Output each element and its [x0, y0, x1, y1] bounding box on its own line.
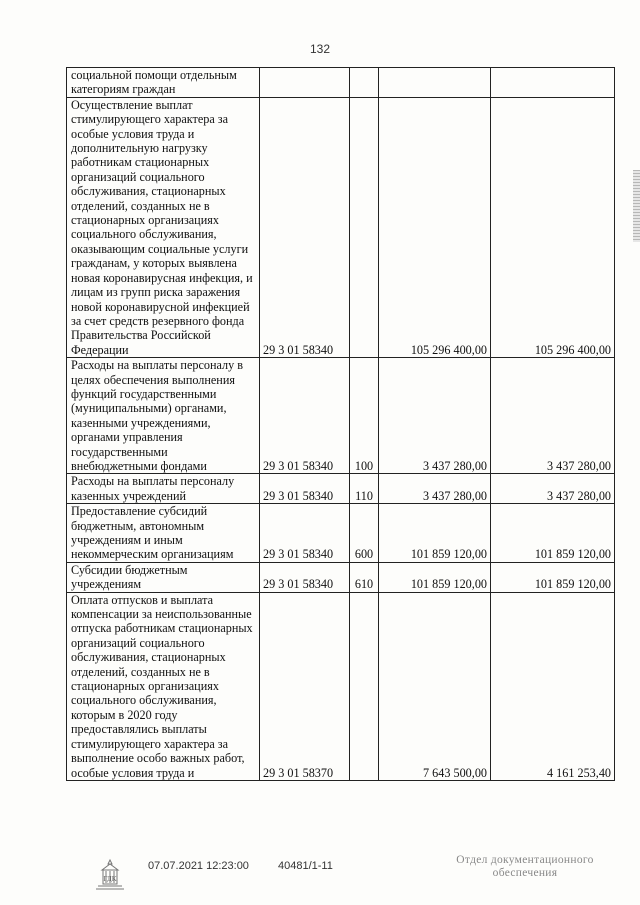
row-vr-cell: 110 [350, 474, 379, 504]
footer-datetime: 07.07.2021 12:23:00 [148, 860, 249, 872]
building-logo-icon [94, 858, 126, 892]
row-code-cell [260, 68, 350, 98]
row-sum2-cell [491, 68, 615, 98]
row-sum1-cell: 3 437 280,00 [379, 358, 491, 474]
row-sum2-cell: 4 161 253,40 [491, 592, 615, 780]
row-name-cell: Расходы на выплаты персоналу казенных учреждений [67, 474, 260, 504]
table-row [67, 474, 615, 504]
row-code-cell: 29 3 01 58340 [260, 474, 350, 504]
row-code-cell: 29 3 01 58340 [260, 358, 350, 474]
budget-table [66, 67, 615, 781]
svg-text:ГДК: ГДК [103, 875, 117, 883]
row-vr-cell: 610 [350, 562, 379, 592]
table-row [67, 562, 615, 592]
row-code-cell: 29 3 01 58340 [260, 97, 350, 357]
page-number: 132 [309, 42, 331, 56]
row-name-cell: Субсидии бюджетным учреждениям [67, 562, 260, 592]
page-footer [0, 848, 640, 898]
table-row [67, 68, 615, 98]
row-sum1-cell: 101 859 120,00 [379, 504, 491, 563]
row-sum1-cell [379, 68, 491, 98]
row-sum2-cell: 101 859 120,00 [491, 504, 615, 563]
row-vr-cell [350, 592, 379, 780]
table-row [67, 358, 615, 474]
row-sum1-cell: 7 643 500,00 [379, 592, 491, 780]
row-vr-cell: 600 [350, 504, 379, 563]
footer-document-code: 40481/1-11 [278, 860, 333, 872]
table-row [67, 97, 615, 357]
department-stamp [440, 854, 610, 880]
table-row [67, 504, 615, 563]
scan-edge-marks [633, 170, 640, 242]
row-vr-cell [350, 97, 379, 357]
row-sum1-cell: 3 437 280,00 [379, 474, 491, 504]
row-vr-cell [350, 68, 379, 98]
row-code-cell: 29 3 01 58340 [260, 504, 350, 563]
row-name-cell: Осуществление выплат стимулирующего характера за особые условия труда и дополнительную нагрузку работникам стационарных организаций социального обслуживания, стационарных отделений, созданных не в стационарных организациях социального обслуживания, оказывающим социальные услуги гражданам, у которых выявлена новая коронавирусная инфекция, и лицам из групп риска заражения новой коронавирусной инфекцией за счет средств резервного фонда Правительства Российской Федерации [67, 97, 260, 357]
row-sum2-cell: 105 296 400,00 [491, 97, 615, 357]
row-vr-cell: 100 [350, 358, 379, 474]
row-sum1-cell: 101 859 120,00 [379, 562, 491, 592]
row-name-cell: Расходы на выплаты персоналу в целях обеспечения выполнения функций государственными (муниципальными) органами, казенными учреждениями, органами управления государственными внебюджетными фондами [67, 358, 260, 474]
row-code-cell: 29 3 01 58370 [260, 592, 350, 780]
row-sum1-cell: 105 296 400,00 [379, 97, 491, 357]
row-sum2-cell: 3 437 280,00 [491, 474, 615, 504]
row-sum2-cell: 101 859 120,00 [491, 562, 615, 592]
row-name-cell: социальной помощи отдельным категориям граждан [67, 68, 260, 98]
row-name-cell: Оплата отпусков и выплата компенсации за неиспользованные отпуска работникам стационарных организаций социального обслуживания, стационарных отделений, созданных не в стационарных организациях социального обслуживания, которым в 2020 году предоставлялись выплаты стимулирующего характера за выполнение особо важных работ, особые условия труда и [67, 592, 260, 780]
stamp-line-2: обеспечения [492, 867, 558, 879]
row-code-cell: 29 3 01 58340 [260, 562, 350, 592]
table-row [67, 592, 615, 780]
row-name-cell: Предоставление субсидий бюджетным, автономным учреждениям и иным некоммерческим организациям [67, 504, 260, 563]
row-sum2-cell: 3 437 280,00 [491, 358, 615, 474]
stamp-line-1: Отдел документационного [456, 854, 594, 866]
